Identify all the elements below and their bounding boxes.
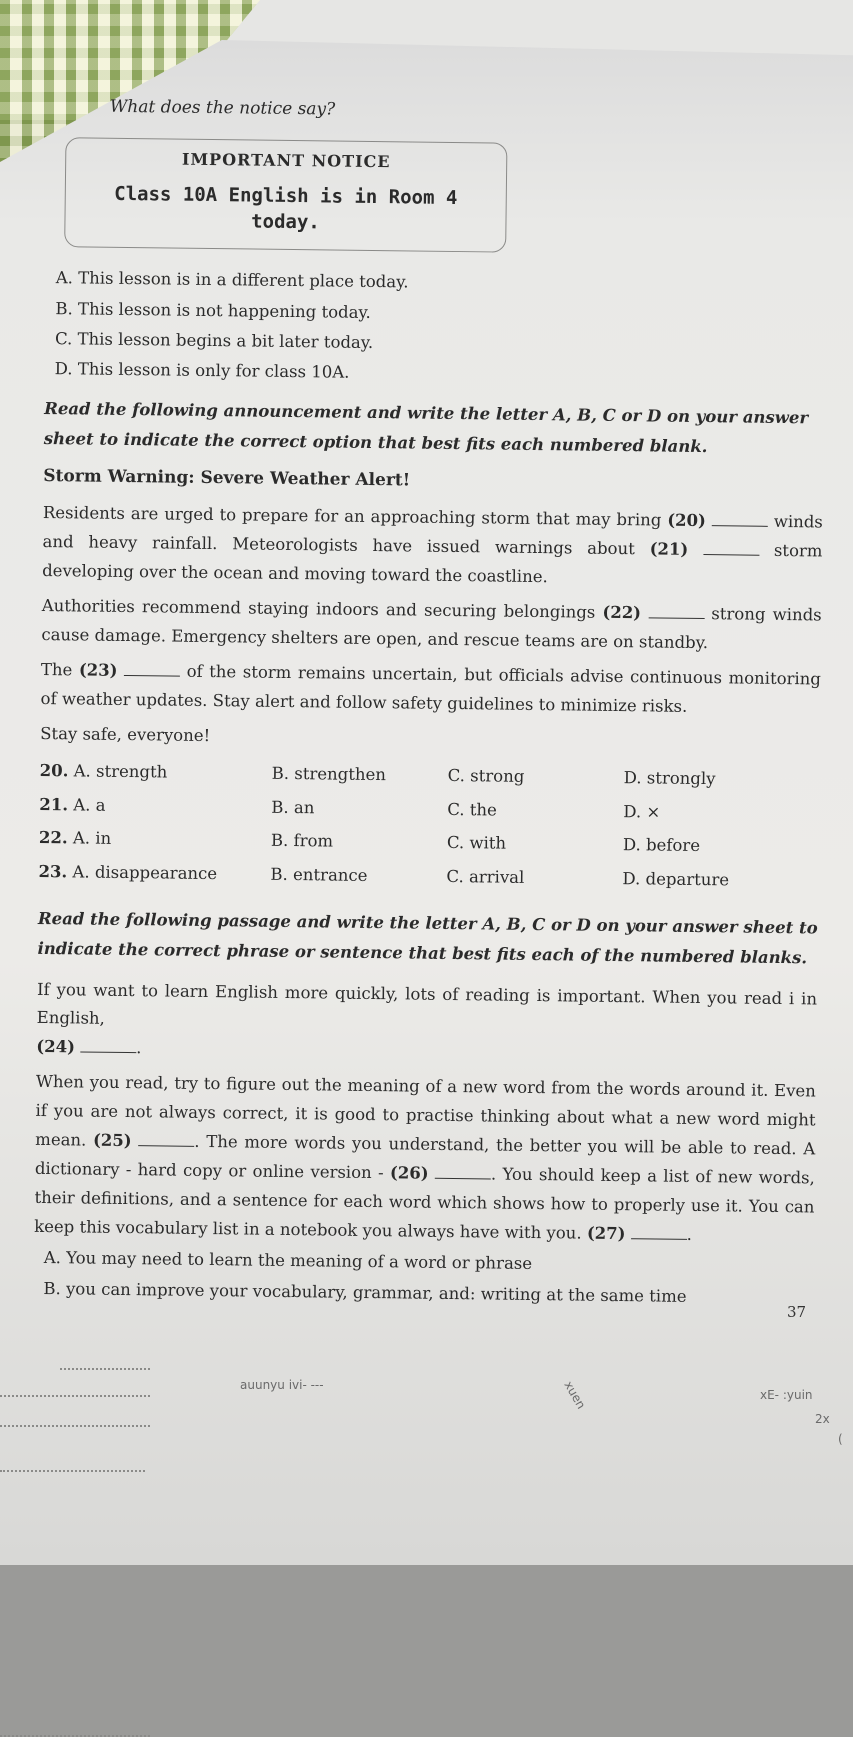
bleed-through-text: xuen xyxy=(561,1378,589,1412)
blank-25 xyxy=(138,1133,194,1147)
text: The xyxy=(40,659,73,680)
choice-text: A. a xyxy=(73,795,106,815)
passage-option-a: A. You may need to learn the meaning of a word or phrase xyxy=(43,1248,533,1274)
blank-number-27: (27) xyxy=(586,1223,626,1243)
blank-number-25: (25) xyxy=(92,1130,132,1150)
blank-26 xyxy=(435,1166,491,1180)
instruction-announcement: Read the following announcement and write the letter A, B, C or D on your answer sheet to indicate the correct option that best fits each numbered blank. xyxy=(43,398,809,456)
bleed-through-text: auunyu ivi- --- xyxy=(240,1378,324,1392)
question-number: 22. xyxy=(38,828,68,848)
choice-21-d: D. × xyxy=(623,801,661,822)
text: strong winds cause damage. Emergency shelters are open, and rescue teams are on standby. xyxy=(41,604,822,652)
notice-option-d: D. This lesson is only for class 10A. xyxy=(54,359,350,383)
blank-number-22: (22) xyxy=(602,602,642,623)
choice-22-d: D. before xyxy=(622,835,701,856)
question-header: What does the notice say? xyxy=(109,96,336,120)
instruction-passage: Read the following passage and write the letter A, B, C or D on your answer sheet to indicate the correct phrase or sentence that best fits each of the numbered blanks. xyxy=(37,909,818,968)
choice-21-b: B. an xyxy=(271,797,315,818)
blank-22 xyxy=(648,605,704,619)
blank-number-24: (24) xyxy=(36,1037,76,1057)
notice-line-2: today. xyxy=(251,210,320,233)
text: winds and heavy rainfall. Meteorologists have issued warnings about xyxy=(42,512,823,559)
choice-20-d: D. strongly xyxy=(623,768,716,789)
passage-option-b: B. you can improve your vocabulary, grammar, and: writing at the same time xyxy=(43,1278,687,1306)
blank-24 xyxy=(80,1040,136,1054)
dotted-line xyxy=(0,1470,145,1472)
notice-option-c: C. This lesson begins a bit later today. xyxy=(54,329,374,353)
passage-paragraph-2: When you read, try to figure out the meaning of a new word from the words around it. Even if you are not always correct, it is good to practise thinking about what a new word might mean. (25) . The more words you understand, the better you will be able to read. A dictionary - hard copy or online version - (26) . You should keep a list of new words, their definitions, and a sentence for each word which shows how to properly use it. You can keep this vocabulary list in a notebook you always have with you. (27) . xyxy=(34,1072,817,1244)
storm-paragraph-1 xyxy=(42,499,823,595)
choices-table xyxy=(38,756,800,899)
choice-20-a xyxy=(40,756,272,792)
notice-body xyxy=(65,181,506,238)
blank-21 xyxy=(703,542,759,556)
question-number: 20. xyxy=(39,761,69,781)
text: . You should keep a list of new words, their definitions, and a sentence for each word which shows how to properly use it. You can keep this vocabulary list in a notebook you always have with you. xyxy=(34,1164,815,1243)
choice-23-c: C. arrival xyxy=(446,866,525,887)
text: If you want to learn English more quickly, lots of reading is important. When you read i in English, xyxy=(36,979,818,1029)
choice-21-a xyxy=(39,790,271,826)
choice-22-a xyxy=(39,823,271,859)
blank-number-23: (23) xyxy=(78,660,118,680)
notice-box xyxy=(64,137,507,252)
text: When you read, try to figure out the meaning of a new word from the words around it. Even if you are not always correct, it is good to practise thinking about what a new word might mean. xyxy=(35,1072,817,1150)
text: The more words you understand, the better you will be able to read. A dictionary - hard copy or online version - xyxy=(34,1131,816,1182)
blank-27 xyxy=(631,1226,687,1240)
blank-23 xyxy=(124,663,180,677)
bleed-through-text: ( xyxy=(838,1432,843,1446)
choice-20-c: C. strong xyxy=(447,766,525,787)
choice-22-b: B. from xyxy=(270,831,334,851)
text: storm developing over the ocean and moving toward the coastline. xyxy=(42,541,823,587)
passage-paragraph-1: If you want to learn English more quickly, lots of reading is important. When you read i in English, (24) . xyxy=(36,979,818,1058)
notice-title: IMPORTANT NOTICE xyxy=(181,149,391,172)
bleed-through-text: 2x xyxy=(815,1412,830,1426)
page-number: 37 xyxy=(787,1303,807,1321)
storm-title: Storm Warning: Severe Weather Alert! xyxy=(43,466,411,491)
dotted-line xyxy=(60,1368,150,1370)
worksheet-content xyxy=(33,95,828,1318)
choice-text: A. strength xyxy=(73,761,168,782)
choice-21-c: C. the xyxy=(447,799,497,820)
notice-option-a: A. This lesson is in a different place today. xyxy=(55,268,409,292)
dotted-line xyxy=(0,1395,150,1397)
blank-number-26: (26) xyxy=(389,1163,429,1183)
choice-20-b: B. strengthen xyxy=(271,764,387,785)
text: Residents are urged to prepare for an approaching storm that may bring xyxy=(42,503,662,530)
choice-22-c: C. with xyxy=(446,833,507,853)
choice-23-d: D. departure xyxy=(622,868,730,890)
question-number: 23. xyxy=(38,861,68,881)
choice-23-a xyxy=(38,857,270,893)
choice-23-b: B. entrance xyxy=(270,864,368,885)
notice-line-1: Class 10A English is in Room 4 xyxy=(114,182,458,209)
dotted-line xyxy=(0,1425,150,1427)
storm-paragraph-4: Stay safe, everyone! xyxy=(40,723,211,745)
choice-text: A. in xyxy=(72,828,112,849)
blank-number-21: (21) xyxy=(649,539,689,560)
text: of the storm remains uncertain, but officials advise continuous monitoring of weather updates. Stay alert and follow safety guidelines to minimize risks. xyxy=(40,661,822,716)
blank-number-20: (20) xyxy=(667,510,706,531)
choice-text: A. disappearance xyxy=(72,862,218,883)
bleed-through-text: xE- :yuin xyxy=(760,1388,813,1402)
question-number: 21. xyxy=(39,794,69,815)
notice-option-b: B. This lesson is not happening today. xyxy=(55,298,371,322)
storm-paragraph-2 xyxy=(41,592,822,659)
text: Authorities recommend staying indoors and securing belongings xyxy=(41,595,596,622)
storm-paragraph-3 xyxy=(40,656,821,723)
blank-20 xyxy=(712,514,768,528)
